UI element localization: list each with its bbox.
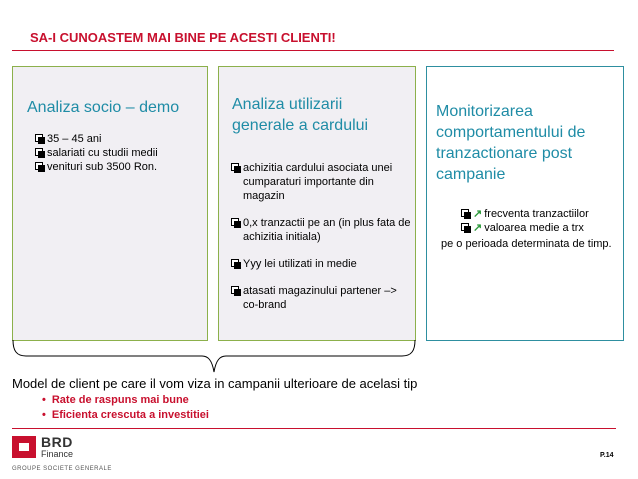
list-item: 35 – 45 ani bbox=[35, 132, 207, 146]
benefit-list bbox=[42, 393, 209, 423]
panel-card-usage bbox=[218, 66, 416, 341]
up-arrow-icon: ↗ bbox=[473, 208, 483, 220]
list-item: • Rate de raspuns mai bune bbox=[42, 393, 209, 408]
curly-brace bbox=[12, 338, 416, 374]
panel-title: Monitorizarea comportamentului de tranzactionare post campanie bbox=[436, 103, 586, 183]
list-item: ↗ valoarea medie a trx bbox=[461, 221, 625, 235]
brd-logo-icon bbox=[12, 436, 36, 458]
bullet-list bbox=[231, 161, 413, 325]
checkbox-bullet-icon bbox=[35, 162, 43, 170]
panel-monitoring bbox=[426, 66, 624, 341]
panel-title: Analiza utilizarii generale a cardului bbox=[232, 96, 369, 134]
monitoring-note: pe o perioada determinata de timp. bbox=[441, 238, 612, 250]
checkbox-bullet-icon bbox=[231, 286, 239, 294]
list-item: ↗ frecventa tranzactiilor bbox=[461, 207, 625, 221]
checkbox-bullet-icon bbox=[461, 223, 469, 231]
summary-text: Model de client pe care il vom viza in campanii ulterioare de acelasi tip bbox=[12, 376, 418, 391]
checkbox-bullet-icon bbox=[35, 134, 43, 142]
checkbox-bullet-icon bbox=[231, 259, 239, 267]
logo-group: GROUPE SOCIETE GENERALE bbox=[12, 466, 112, 472]
logo-name: BRD bbox=[41, 434, 73, 450]
title-divider bbox=[12, 50, 614, 51]
checkbox-bullet-icon bbox=[231, 218, 239, 226]
list-item: Yyy lei utilizati in medie bbox=[231, 257, 413, 271]
checkbox-bullet-icon bbox=[231, 163, 239, 171]
bullet-list bbox=[461, 207, 625, 235]
bullet-list bbox=[35, 132, 207, 174]
list-item: venituri sub 3500 Ron. bbox=[35, 160, 207, 174]
logo-subtitle: Finance bbox=[41, 449, 74, 459]
checkbox-bullet-icon bbox=[461, 209, 469, 217]
list-item: atasati magazinului partener –> co-brand bbox=[231, 284, 413, 312]
footer-divider bbox=[12, 428, 616, 429]
page-number: P.14 bbox=[600, 452, 614, 459]
panel-socio-demo bbox=[12, 66, 208, 341]
list-item: salariati cu studii medii bbox=[35, 146, 207, 160]
list-item: achizitia cardului asociata unei cumparaturi importante din magazin bbox=[231, 161, 413, 203]
panel-title: Analiza socio – demo bbox=[27, 99, 180, 116]
checkbox-bullet-icon bbox=[35, 148, 43, 156]
list-item: 0,x tranzactii pe an (in plus fata de achizitia initiala) bbox=[231, 216, 413, 244]
up-arrow-icon: ↗ bbox=[473, 222, 483, 234]
list-item: • Eficienta crescuta a investitiei bbox=[42, 408, 209, 423]
page-title: SA-I CUNOASTEM MAI BINE PE ACESTI CLIENTI! bbox=[30, 30, 336, 45]
